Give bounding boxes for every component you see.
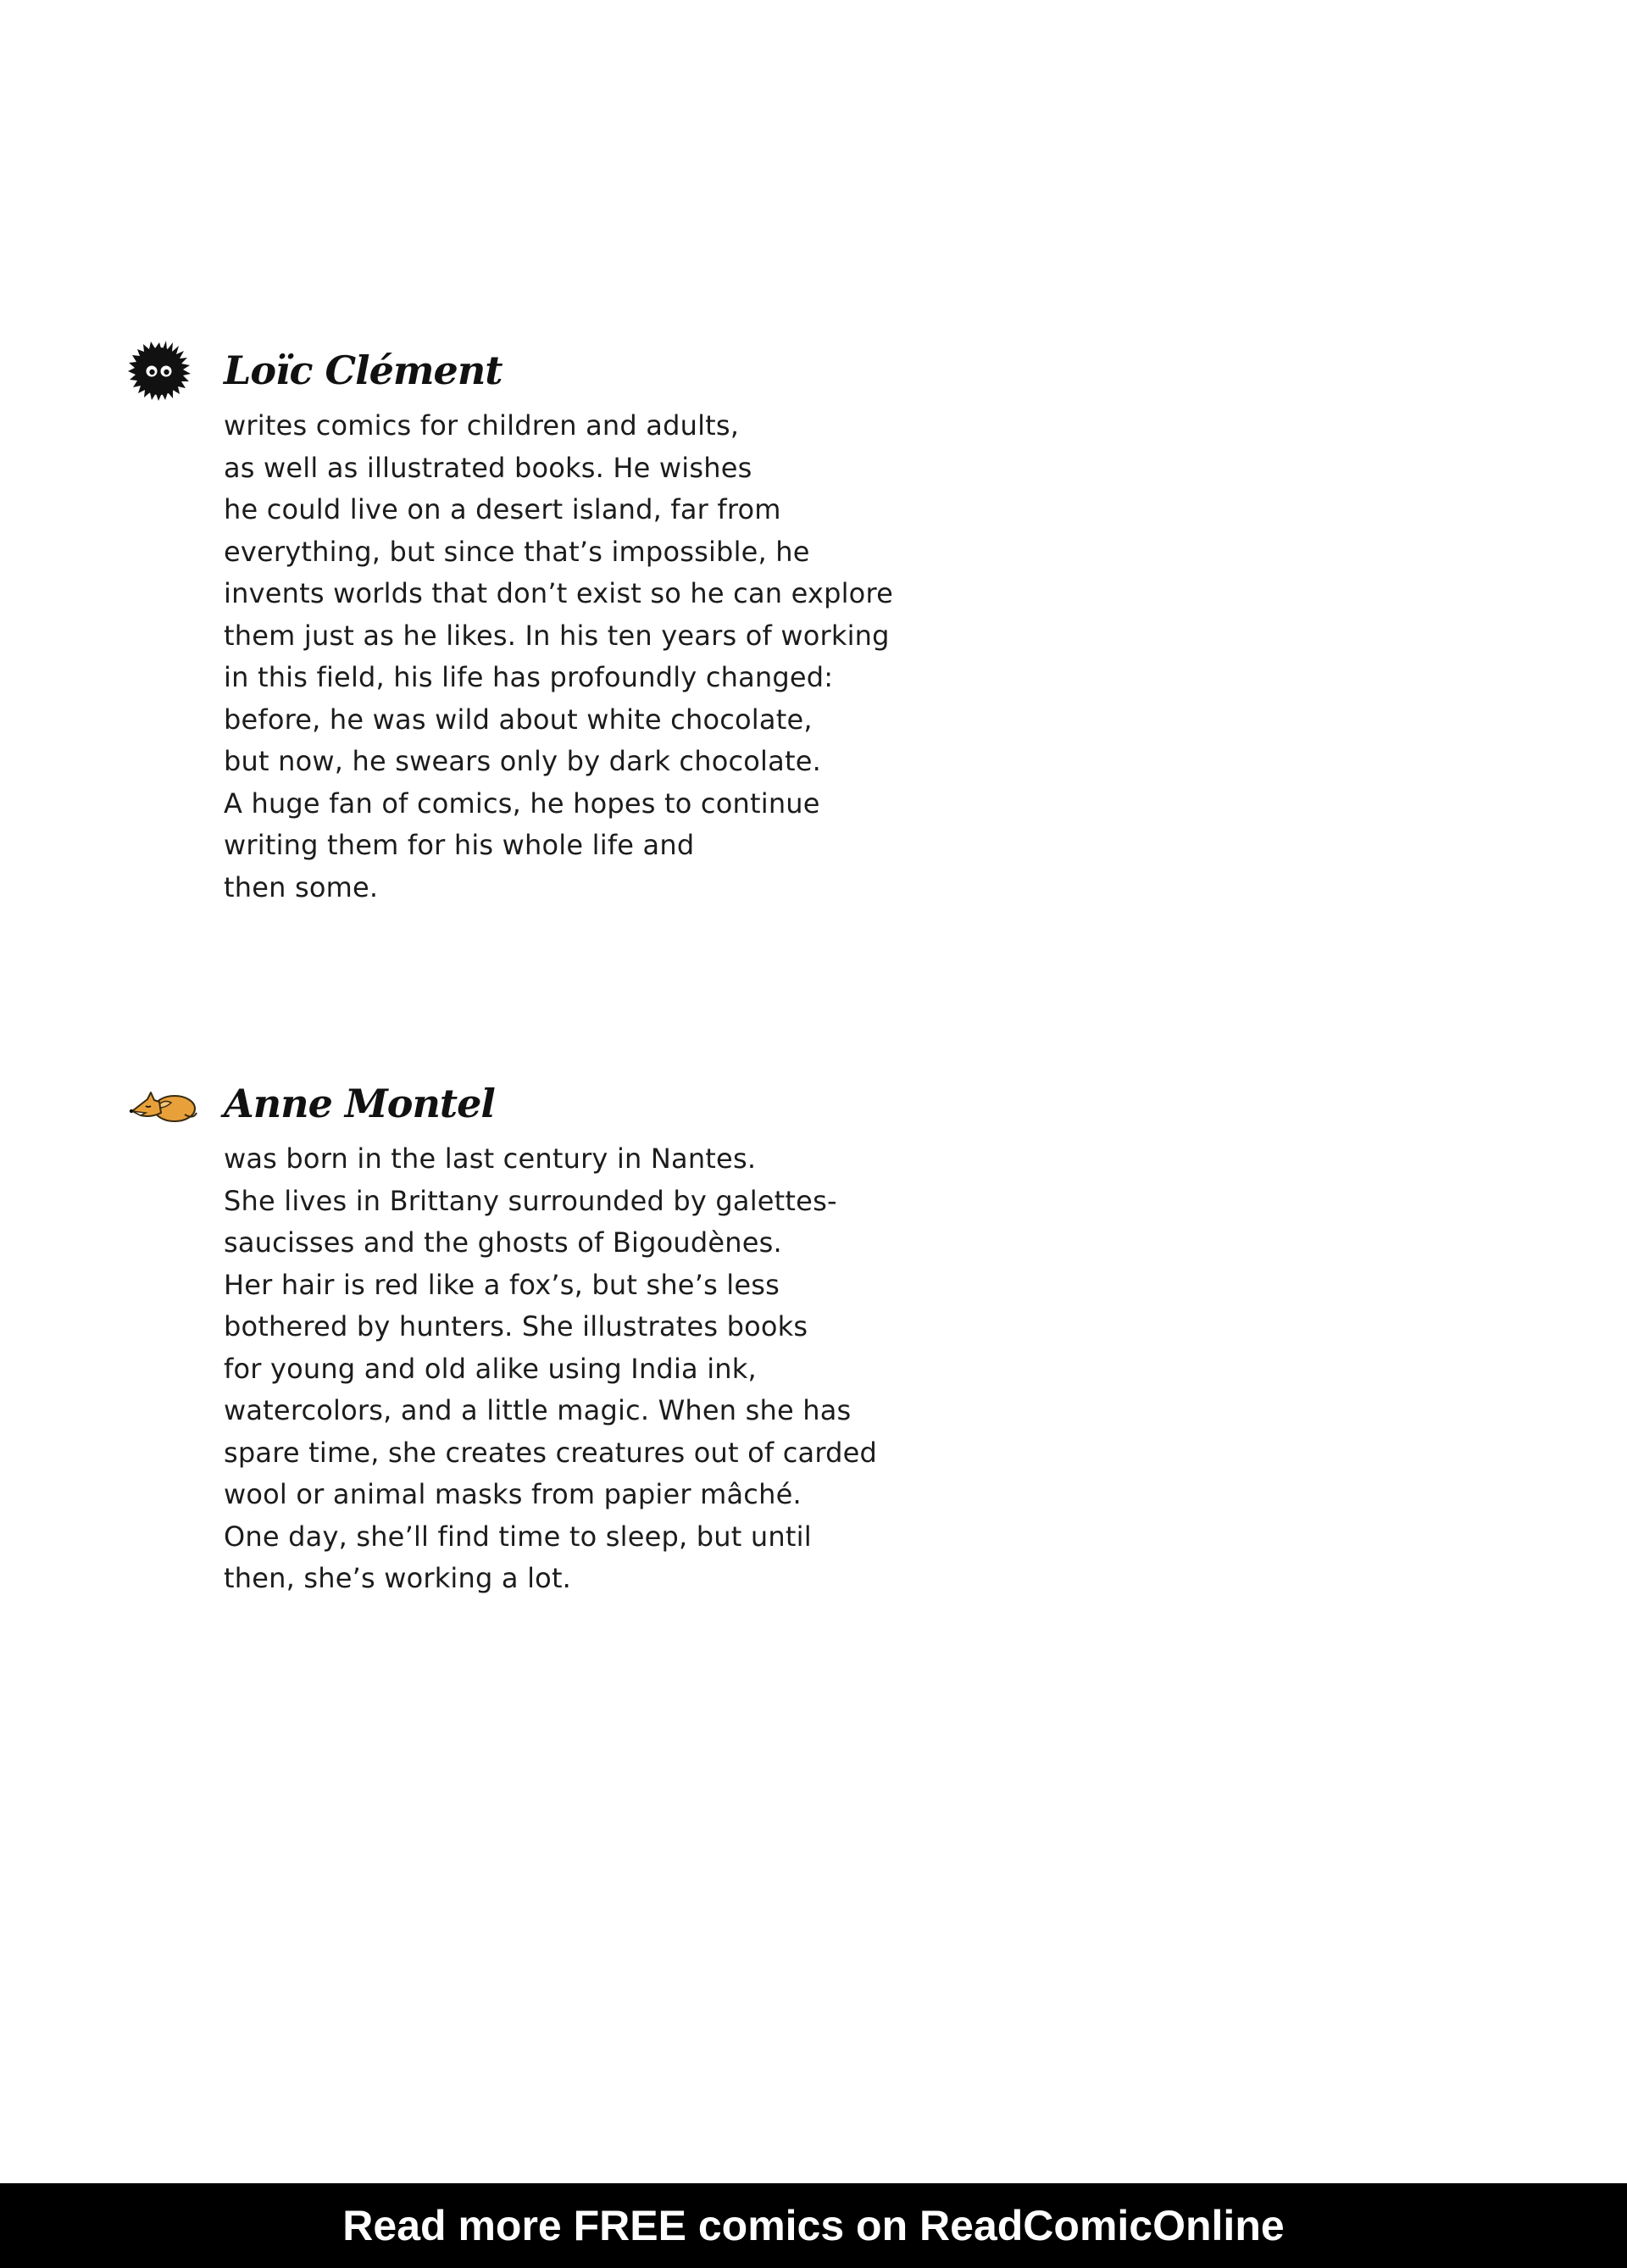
footer-banner [0, 2183, 1627, 2268]
description-line: in this field, his life has profoundly changed: [224, 661, 834, 693]
description-line: wool or animal masks from papier mâché. [224, 1478, 802, 1510]
description-line: bothered by hunters. She illustrates books [224, 1310, 808, 1342]
author-bio-loic-clement [125, 341, 973, 909]
description-line: writes comics for children and adults, [224, 409, 740, 442]
description-line: everything, but since that’s impossible, he [224, 535, 810, 568]
author-name: Loïc Clément [224, 347, 503, 393]
author-description [224, 405, 973, 909]
soot-sprite-icon [125, 336, 202, 403]
author-description [224, 1138, 973, 1600]
description-line: saucisses and the ghosts of Bigoudènes. [224, 1226, 782, 1259]
description-line: watercolors, and a little magic. When she has [224, 1394, 852, 1426]
author-bio-anne-montel [125, 1074, 973, 1600]
description-line: he could live on a desert island, far from [224, 493, 781, 525]
description-line: but now, he swears only by dark chocolate. [224, 745, 821, 777]
bio-header [125, 341, 973, 400]
description-line: then, she’s working a lot. [224, 1562, 572, 1594]
description-line: writing them for his whole life and [224, 829, 695, 861]
bio-header [125, 1074, 973, 1133]
description-line: before, he was wild about white chocolate, [224, 703, 813, 736]
description-line: as well as illustrated books. He wishes [224, 451, 752, 484]
description-line: One day, she’ll find time to sleep, but until [224, 1520, 812, 1553]
description-line: She lives in Brittany surrounded by galettes- [224, 1184, 837, 1217]
description-line: for young and old alike using India ink, [224, 1352, 757, 1385]
description-line: then some. [224, 870, 379, 903]
description-line: them just as he likes. In his ten years of working [224, 619, 890, 652]
author-name: Anne Montel [224, 1081, 495, 1126]
sleeping-fox-icon [125, 1070, 202, 1138]
description-line: spare time, she creates creatures out of carded [224, 1436, 878, 1469]
description-line: invents worlds that don’t exist so he can explore [224, 577, 893, 609]
footer-promo-text[interactable]: Read more FREE comics on ReadComicOnline [342, 2202, 1285, 2249]
description-line: was born in the last century in Nantes. [224, 1142, 757, 1175]
description-line: A huge fan of comics, he hopes to continue [224, 787, 820, 820]
description-line: Her hair is red like a fox’s, but she’s less [224, 1268, 780, 1301]
